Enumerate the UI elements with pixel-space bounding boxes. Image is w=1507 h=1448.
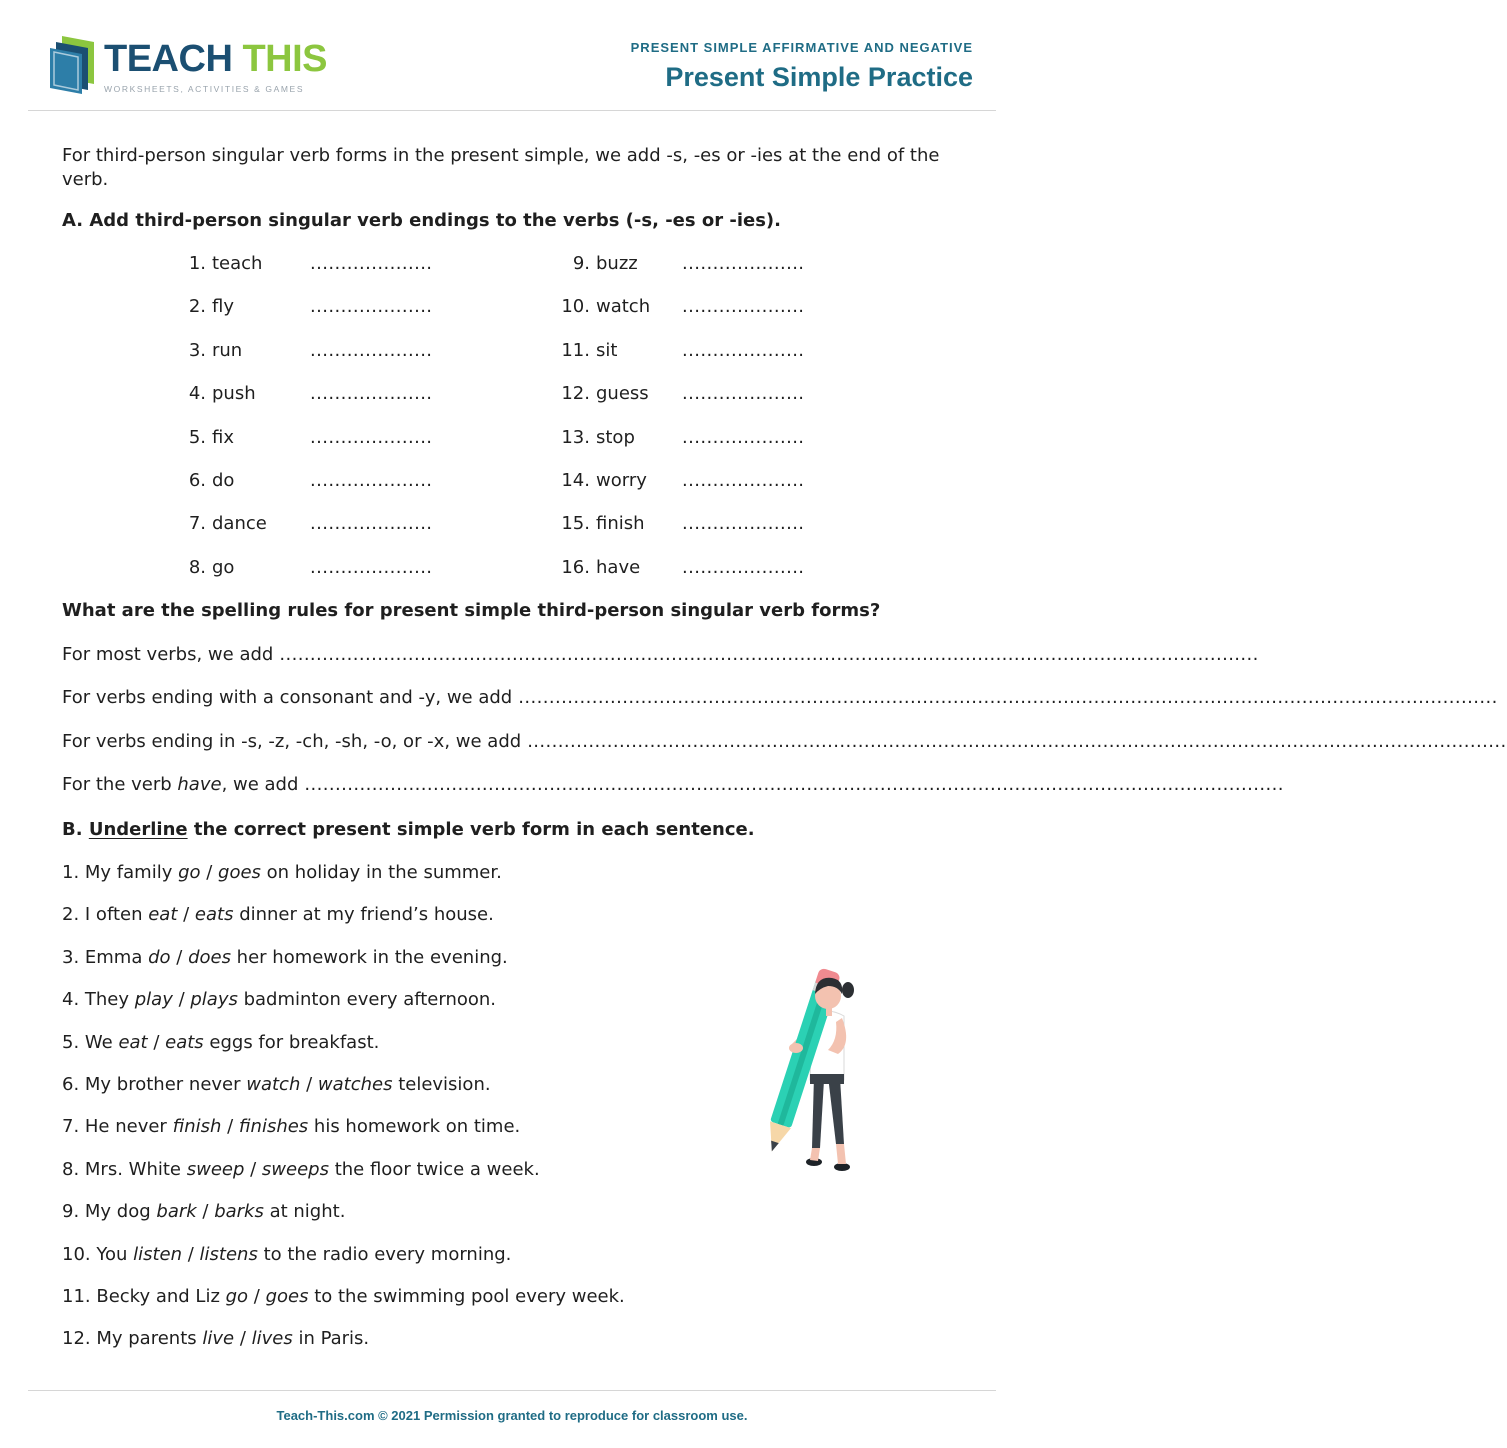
- exercise-number: 9.: [572, 253, 590, 274]
- sentence-item: [62, 989, 496, 1010]
- exercise-verb: dance: [212, 513, 267, 535]
- worksheet-subtitle: PRESENT SIMPLE AFFIRMATIVE AND NEGATIVE: [630, 40, 973, 55]
- sentence-end: her homework in the evening.: [230, 946, 508, 968]
- sentence-start: 7. He never: [62, 1116, 173, 1138]
- sentence-end: on holiday in the summer.: [260, 862, 502, 883]
- sentence-start: 6. My brother never: [62, 1074, 247, 1095]
- answer-blank: ....................: [310, 296, 433, 318]
- exercise-number: 10.: [561, 296, 590, 318]
- section-b-prefix: B.: [62, 819, 89, 840]
- answer-blank: ....................: [682, 426, 805, 448]
- section-b-heading: [62, 819, 755, 840]
- sentence-item: [62, 1159, 540, 1180]
- woman-with-pencil-illustration: [740, 958, 870, 1178]
- sentence-start: 3. Emma: [62, 946, 149, 968]
- option-separator: /: [244, 1158, 262, 1180]
- rule-prompt: [62, 774, 298, 795]
- sentence-start: 12. My parents: [62, 1328, 203, 1350]
- option-separator: /: [170, 946, 189, 968]
- rule-prompt-text: For verbs ending in -s, -z, -ch, -sh, -o, or -x, we add: [62, 730, 522, 752]
- verb-option-2: watches: [317, 1074, 393, 1095]
- verb-option-2: eats: [194, 904, 234, 926]
- sentence-end: eggs for breakfast.: [203, 1031, 380, 1053]
- option-separator: /: [177, 904, 195, 926]
- sentence-item: [62, 1116, 520, 1137]
- rules-heading: What are the spelling rules for present simple third-person singular verb forms?: [62, 600, 881, 621]
- rule-prompt: [62, 687, 512, 708]
- verb-option-2: sweeps: [261, 1158, 329, 1180]
- section-b-instruction: the correct present simple verb form in each sentence.: [187, 819, 755, 840]
- rule-answer-blank: ................................................................................................................................................................: [527, 730, 1507, 752]
- exercise-verb: finish: [596, 513, 645, 535]
- verb-option-1: play: [134, 989, 173, 1011]
- answer-blank: ....................: [682, 556, 805, 578]
- sentence-start: 5. We: [62, 1031, 119, 1053]
- option-separator: /: [147, 1031, 166, 1053]
- rule-answer-blank: ................................................................................................................................................................: [279, 644, 1259, 665]
- exercise-item: [0, 340, 1024, 364]
- sentence-end: the floor twice a week.: [328, 1158, 540, 1180]
- option-separator: /: [200, 862, 219, 883]
- exercise-number: 13.: [561, 426, 590, 448]
- worksheet-title: Present Simple Practice: [665, 62, 973, 92]
- exercise-verb: worry: [596, 470, 647, 491]
- exercise-number: 8.: [188, 556, 206, 578]
- sentence-item: [62, 862, 502, 883]
- exercise-item: [0, 427, 1024, 451]
- book-icon: [48, 34, 102, 96]
- exercise-item: [0, 513, 1024, 537]
- verb-option-1: sweep: [186, 1158, 245, 1180]
- sentence-end: badminton every afternoon.: [237, 989, 497, 1011]
- intro-text: For third-person singular verb forms in the present simple, we add -s, -es or -ies at the end of the verb.: [62, 145, 940, 190]
- verb-option-2: lives: [251, 1328, 293, 1350]
- verb-option-1: do: [148, 946, 171, 968]
- exercise-verb: have: [596, 556, 641, 578]
- answer-blank: ....................: [310, 426, 433, 448]
- exercise-item: [0, 470, 1024, 494]
- exercise-verb: stop: [596, 426, 635, 448]
- answer-blank: ....................: [682, 513, 805, 535]
- option-separator: /: [234, 1328, 252, 1350]
- option-separator: /: [182, 1243, 200, 1265]
- verb-option-1: listen: [133, 1243, 183, 1265]
- rule-prompt-text: For most verbs, we add: [62, 644, 274, 665]
- logo-word-teach: TEACH: [104, 38, 233, 80]
- verb-option-2: eats: [165, 1031, 204, 1053]
- verb-option-1: go: [178, 862, 201, 883]
- sentence-end: his homework on time.: [308, 1116, 521, 1138]
- answer-blank: ....................: [310, 383, 433, 405]
- exercise-number: 7.: [188, 513, 206, 535]
- sentence-item: [62, 1286, 625, 1307]
- verb-option-2: goes: [265, 1286, 309, 1307]
- answer-blank: ....................: [310, 556, 433, 578]
- section-b-underline-word: Underline: [88, 819, 188, 840]
- sentence-start: 2. I often: [62, 904, 149, 926]
- rule-prompt: [62, 644, 273, 665]
- exercise-verb: buzz: [596, 253, 638, 274]
- sentence-start: 11. Becky and Liz: [62, 1286, 226, 1307]
- option-separator: /: [196, 1201, 215, 1223]
- sentence-item: [62, 1074, 491, 1095]
- exercise-verb: run: [212, 339, 243, 361]
- sentence-end: to the swimming pool every week.: [308, 1286, 625, 1307]
- footer-divider: [28, 1390, 996, 1391]
- rule-prompt: [62, 731, 521, 752]
- verb-option-2: finishes: [238, 1116, 309, 1138]
- exercise-number: 4.: [188, 383, 206, 405]
- rule-line: [62, 687, 1498, 709]
- exercise-verb: do: [212, 470, 235, 491]
- exercise-number: 16.: [561, 556, 590, 578]
- sentence-end: in Paris.: [292, 1328, 370, 1350]
- teach-this-logo: [48, 34, 328, 98]
- sentence-item: [62, 1244, 511, 1265]
- answer-blank: ....................: [310, 470, 433, 491]
- exercise-number: 3.: [188, 339, 206, 361]
- verb-option-1: eat: [148, 904, 178, 926]
- verb-option-1: live: [202, 1328, 235, 1350]
- rule-line: [62, 644, 1259, 665]
- verb-option-1: go: [225, 1286, 249, 1307]
- sentence-item: [62, 1201, 345, 1222]
- exercise-item: [0, 253, 1024, 277]
- exercise-verb: guess: [596, 383, 649, 405]
- section-a-heading: A. Add third-person singular verb endings to the verbs (-s, -es or -ies).: [62, 210, 781, 231]
- verb-option-2: goes: [218, 862, 261, 883]
- exercise-number: 2.: [188, 296, 206, 318]
- option-separator: /: [172, 989, 191, 1011]
- exercise-number: 15.: [561, 513, 590, 535]
- exercise-number: 5.: [188, 426, 206, 448]
- exercise-item: [0, 296, 1024, 320]
- verb-option-1: watch: [246, 1074, 301, 1095]
- sentence-end: to the radio every morning.: [257, 1243, 512, 1265]
- answer-blank: ....................: [682, 296, 805, 318]
- verb-option-2: barks: [214, 1201, 264, 1223]
- exercise-number: 12.: [561, 383, 590, 405]
- exercise-verb: sit: [596, 339, 618, 361]
- sentence-end: dinner at my friend’s house.: [233, 904, 494, 926]
- option-separator: /: [248, 1286, 266, 1307]
- verb-option-1: eat: [118, 1031, 148, 1053]
- rule-prompt-text: For verbs ending with a consonant and -y, we add: [62, 687, 513, 709]
- exercise-verb: push: [212, 383, 256, 405]
- sentence-start: 8. Mrs. White: [62, 1158, 187, 1180]
- footer-copyright: Teach-This.com © 2021 Permission granted to reproduce for classroom use.: [276, 1408, 748, 1423]
- answer-blank: ....................: [682, 339, 805, 361]
- answer-blank: ....................: [310, 339, 433, 361]
- exercise-verb: fix: [212, 426, 234, 448]
- sentence-item: [62, 1328, 369, 1349]
- rule-prompt-verb: have: [177, 773, 222, 795]
- answer-blank: ....................: [310, 513, 433, 535]
- logo-tagline: WORKSHEETS, ACTIVITIES & GAMES: [104, 84, 305, 94]
- sentence-item: [62, 904, 494, 925]
- answer-blank: ....................: [310, 253, 433, 274]
- sentence-start: 1. My family: [62, 862, 179, 883]
- answer-blank: ....................: [682, 470, 805, 491]
- exercise-verb: fly: [212, 296, 234, 318]
- rule-answer-blank: ................................................................................................................................................................: [304, 773, 1284, 795]
- logo-word-this: THIS: [242, 38, 328, 80]
- exercise-item: [0, 557, 1024, 581]
- option-separator: /: [221, 1116, 239, 1138]
- rule-line: [62, 773, 1284, 795]
- exercise-item: [0, 383, 1024, 407]
- exercise-number: 14.: [561, 470, 590, 491]
- rule-prompt-text: For the verb: [62, 773, 178, 795]
- exercise-number: 1.: [188, 253, 206, 274]
- rule-prompt-text-end: , we add: [221, 773, 299, 795]
- answer-blank: ....................: [682, 253, 805, 274]
- verb-option-1: bark: [156, 1201, 197, 1223]
- verb-option-2: plays: [190, 989, 238, 1011]
- verb-option-2: does: [188, 946, 231, 968]
- exercise-verb: teach: [212, 253, 263, 274]
- exercise-verb: go: [212, 556, 235, 578]
- option-separator: /: [300, 1074, 318, 1095]
- exercise-number: 11.: [561, 339, 590, 361]
- verb-option-2: listens: [199, 1243, 258, 1265]
- sentence-end: television.: [392, 1074, 491, 1095]
- sentence-start: 10. You: [62, 1243, 134, 1265]
- verb-option-1: finish: [172, 1116, 222, 1138]
- exercise-verb: watch: [596, 296, 651, 318]
- sentence-start: 9. My dog: [62, 1201, 157, 1223]
- rule-line: [62, 730, 1507, 752]
- rule-answer-blank: ................................................................................................................................................................: [518, 687, 1498, 709]
- sentence-item: [62, 947, 508, 968]
- answer-blank: ....................: [682, 383, 805, 405]
- sentence-start: 4. They: [62, 989, 135, 1011]
- sentence-item: [62, 1032, 379, 1053]
- exercise-number: 6.: [188, 470, 206, 491]
- header-divider: [28, 110, 996, 111]
- sentence-end: at night.: [263, 1201, 346, 1223]
